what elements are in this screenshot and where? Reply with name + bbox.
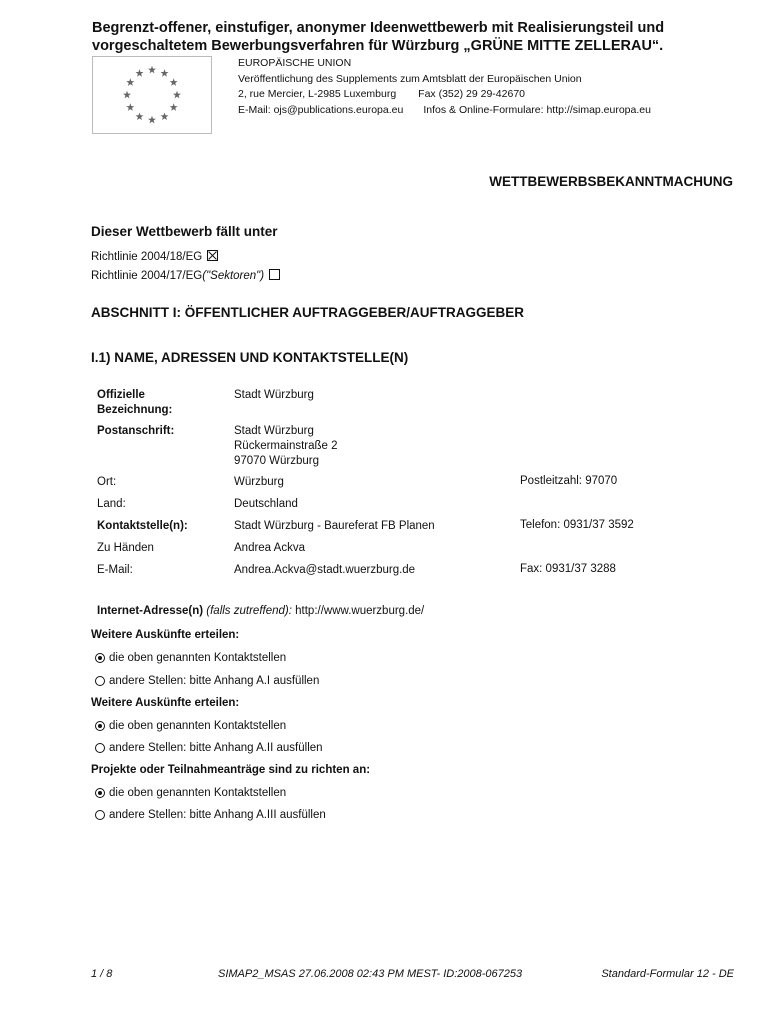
checkbox-icon[interactable] bbox=[269, 269, 280, 280]
internet-line bbox=[97, 604, 424, 619]
flag-star bbox=[148, 66, 156, 74]
option-label: andere Stellen: bitte Anhang A.I ausfüllen bbox=[109, 675, 320, 687]
email-label: E-Mail: bbox=[97, 564, 133, 576]
document-id: SIMAP2_MSAS 27.06.2008 02:43 PM MEST- ID:2008-067253 bbox=[218, 968, 523, 980]
flag-star bbox=[136, 112, 144, 120]
eu-contact-line bbox=[238, 103, 651, 119]
flag-star bbox=[161, 112, 169, 120]
eu-fax: Fax (352) 29 29-42670 bbox=[418, 88, 525, 100]
flag-star bbox=[173, 91, 181, 99]
flag-star bbox=[148, 116, 156, 124]
attention-value: Andrea Ackva bbox=[234, 542, 305, 554]
document-title bbox=[92, 19, 752, 55]
option-row[interactable] bbox=[95, 742, 323, 754]
directive-1-label: Richtlinie 2004/18/EG bbox=[91, 251, 203, 263]
option-label: andere Stellen: bitte Anhang A.III ausfüllen bbox=[109, 809, 326, 821]
form-name: Standard-Formular 12 - DE bbox=[601, 968, 734, 980]
radio-icon[interactable] bbox=[95, 653, 105, 663]
option-row[interactable] bbox=[95, 652, 286, 664]
group-heading: Projekte oder Teilnahmeanträge sind zu richten an: bbox=[91, 764, 371, 776]
contact-point-label: Kontaktstelle(n): bbox=[97, 520, 188, 532]
option-label: andere Stellen: bitte Anhang A.II ausfüllen bbox=[109, 742, 323, 754]
flag-star bbox=[126, 78, 134, 86]
telephone: Telefon: 0931/37 3592 bbox=[520, 519, 634, 531]
radio-icon[interactable] bbox=[95, 810, 105, 820]
attention-label: Zu Händen bbox=[97, 542, 154, 554]
radio-icon[interactable] bbox=[95, 721, 105, 731]
directive-heading: Dieser Wettbewerb fällt unter bbox=[91, 224, 278, 239]
eu-info-block bbox=[238, 56, 651, 118]
option-label: die oben genannten Kontaktstellen bbox=[109, 652, 287, 664]
page-number: 1 / 8 bbox=[91, 968, 113, 980]
ort-label: Ort: bbox=[97, 476, 117, 488]
option-row[interactable] bbox=[95, 720, 286, 732]
internet-label: Internet-Adresse(n) bbox=[97, 605, 204, 617]
group-heading: Weitere Auskünfte erteilen: bbox=[91, 629, 240, 641]
directive-line-2 bbox=[91, 269, 280, 282]
flag-star bbox=[170, 78, 178, 86]
checkbox-icon[interactable] bbox=[207, 250, 218, 261]
subsection-heading: I.1) NAME, ADRESSEN UND KONTAKTSTELLE(N) bbox=[91, 350, 409, 365]
eu-address: 2, rue Mercier, L-2985 Luxemburg bbox=[238, 88, 397, 100]
directive-line-1 bbox=[91, 250, 218, 263]
flag-star bbox=[161, 69, 169, 77]
eu-flag-icon bbox=[92, 56, 212, 134]
internet-url[interactable]: http://www.wuerzburg.de/ bbox=[295, 605, 425, 617]
ort-value: Würzburg bbox=[234, 476, 284, 488]
internet-note: (falls zutreffend): bbox=[206, 605, 292, 617]
title-line-2: vorgeschaltetem Bewerbungsverfahren für Würzburg „GRÜNE MITTE ZELLERAU“. bbox=[92, 38, 664, 54]
eu-address-line bbox=[238, 87, 651, 103]
notice-title: WETTBEWERBSBEKANNTMACHUNG bbox=[489, 174, 733, 189]
official-name-value: Stadt Würzburg bbox=[234, 389, 314, 401]
land-label: Land: bbox=[97, 498, 126, 510]
radio-icon[interactable] bbox=[95, 676, 105, 686]
directive-2-label: Richtlinie 2004/17/EG bbox=[91, 270, 203, 282]
section-heading: ABSCHNITT I: ÖFFENTLICHER AUFTRAGGEBER/AUFTRAGGEBER bbox=[91, 305, 524, 320]
fax: Fax: 0931/37 3288 bbox=[520, 563, 616, 575]
option-row[interactable] bbox=[95, 675, 319, 687]
group-heading: Weitere Auskünfte erteilen: bbox=[91, 697, 240, 709]
eu-name: EUROPÄISCHE UNION bbox=[238, 57, 352, 69]
postal-label: Postanschrift: bbox=[97, 425, 175, 437]
title-line-1: Begrenzt-offener, einstufiger, anonymer Ideenwettbewerb mit Realisierungsteil und bbox=[92, 20, 665, 36]
option-label: die oben genannten Kontaktstellen bbox=[109, 720, 287, 732]
directive-2-note: ("Sektoren") bbox=[202, 270, 265, 282]
eu-email: E-Mail: ojs@publications.europa.eu bbox=[238, 103, 404, 116]
option-row[interactable] bbox=[95, 787, 286, 799]
email-value[interactable]: Andrea.Ackva@stadt.wuerzburg.de bbox=[234, 564, 416, 576]
flag-star bbox=[123, 91, 131, 99]
option-row[interactable] bbox=[95, 809, 326, 821]
postal-value: Stadt Würzburg Rückermainstraße 2 97070 Würzburg bbox=[234, 425, 338, 467]
contact-point-value: Stadt Würzburg - Baureferat FB Planen bbox=[234, 520, 435, 532]
official-name-label: Offizielle Bezeichnung: bbox=[97, 389, 173, 416]
radio-icon[interactable] bbox=[95, 788, 105, 798]
radio-icon[interactable] bbox=[95, 743, 105, 753]
land-value: Deutschland bbox=[234, 498, 298, 510]
option-label: die oben genannten Kontaktstellen bbox=[109, 787, 287, 799]
flag-star bbox=[136, 69, 144, 77]
postal-code: Postleitzahl: 97070 bbox=[520, 475, 618, 487]
eu-forms-link[interactable]: Infos & Online-Formulare: http://simap.europa.eu bbox=[423, 103, 651, 116]
flag-star bbox=[170, 103, 178, 111]
eu-publication: Veröffentlichung des Supplements zum Amtsblatt der Europäischen Union bbox=[238, 72, 582, 85]
flag-star bbox=[126, 103, 134, 111]
